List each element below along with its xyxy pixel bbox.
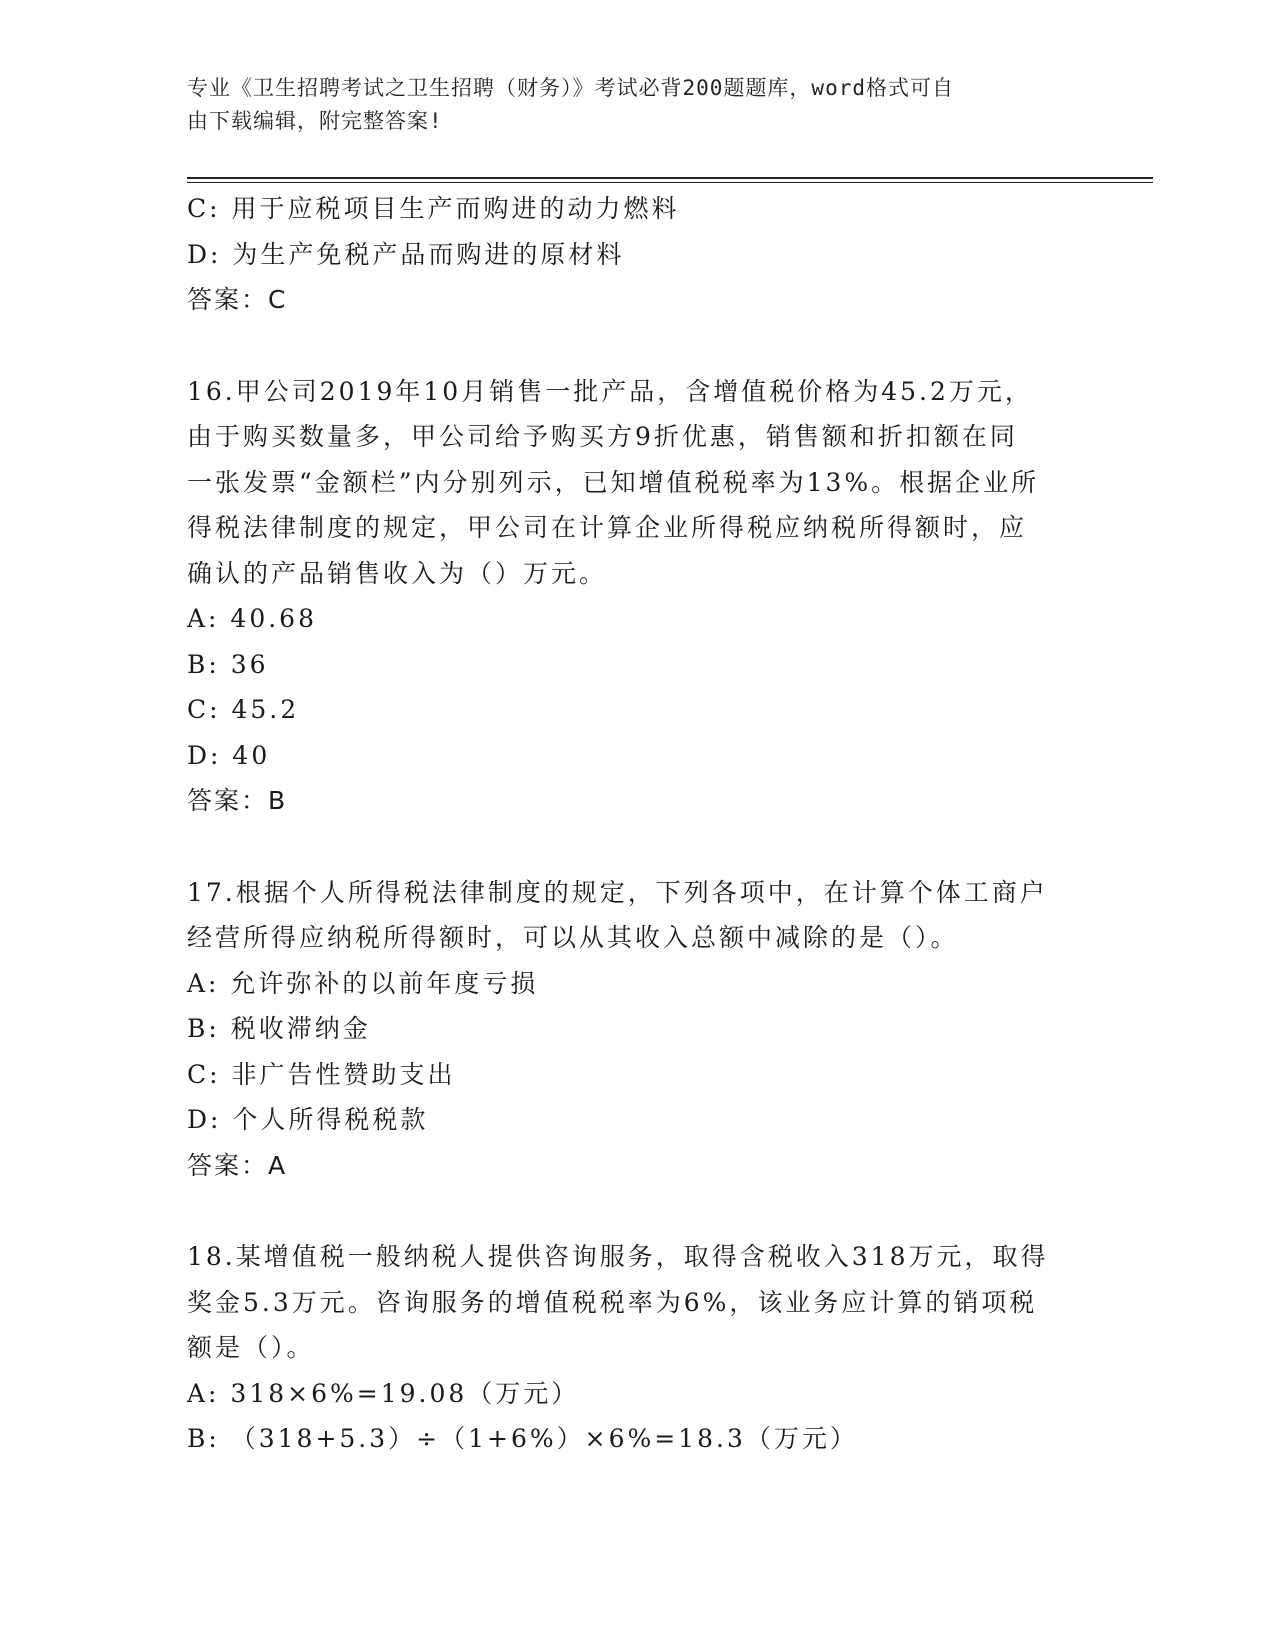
spacer xyxy=(187,824,1087,870)
question-stem-line: 额是（）。 xyxy=(187,1333,315,1362)
question-16 xyxy=(187,369,1087,824)
question-stem-line: 由于购买数量多，甲公司给予购买方9折优惠，销售额和折扣额在同 xyxy=(187,422,1018,451)
option-c: C: 用于应税项目生产而购进的动力燃料 xyxy=(187,194,680,223)
question-stem-line: 经营所得应纳税所得额时，可以从其收入总额中减除的是（）。 xyxy=(187,923,959,952)
question-stem-line: 得税法律制度的规定，甲公司在计算企业所得税应纳税所得额时，应 xyxy=(187,513,1028,542)
answer-label: 答案：B xyxy=(187,786,288,815)
option-a: A: 40.68 xyxy=(187,604,317,633)
question-18 xyxy=(187,1234,1087,1462)
option-b: B: 税收滞纳金 xyxy=(187,1014,371,1043)
option-c: C: 非广告性赞助支出 xyxy=(187,1059,456,1089)
answer-label: 答案：C xyxy=(187,285,288,314)
spacer xyxy=(187,1188,1087,1234)
option-d: D: 40 xyxy=(187,740,271,770)
document-header xyxy=(187,72,1067,138)
option-a: A: 318×6%=19.08（万元） xyxy=(187,1378,580,1408)
question-list xyxy=(187,186,1087,1462)
header-line-1: 专业《卫生招聘考试之卫生招聘（财务）》考试必背200题题库，word格式可自 xyxy=(187,76,954,100)
header-divider-thick xyxy=(187,177,1153,179)
answer-label: 答案：A xyxy=(187,1150,288,1180)
option-c: C: 45.2 xyxy=(187,695,300,724)
question-stem-line: 奖金5.3万元。咨询服务的增值税税率为6%，该业务应计算的销项税 xyxy=(187,1287,1038,1317)
question-stem-line: 18.某增值税一般纳税人提供咨询服务，取得含税收入318万元，取得 xyxy=(187,1242,1049,1271)
question-stem-line: 一张发票“金额栏”内分别列示，已知增值税税率为13%。根据企业所 xyxy=(187,467,1040,497)
header-divider-thin xyxy=(187,182,1153,183)
option-b: B: 36 xyxy=(187,649,269,679)
question-stem-line: 确认的产品销售收入为（）万元。 xyxy=(187,558,608,588)
question-stem-line: 17.根据个人所得税法律制度的规定，下列各项中，在计算个体工商户 xyxy=(187,877,1048,907)
question-15 xyxy=(187,186,1087,323)
header-line-2: 由下载编辑，附完整答案! xyxy=(187,109,443,133)
option-d: D: 个人所得税税款 xyxy=(187,1105,429,1134)
spacer xyxy=(187,323,1087,369)
question-stem-line: 16.甲公司2019年10月销售一批产品，含增值税价格为45.2万元， xyxy=(187,376,1033,406)
option-d: D: 为生产免税产品而购进的原材料 xyxy=(187,239,625,269)
option-a: A: 允许弥补的以前年度亏损 xyxy=(187,968,539,998)
option-b: B: （318+5.3）÷（1+6%）×6%=18.3（万元） xyxy=(187,1424,858,1453)
question-17 xyxy=(187,870,1087,1189)
